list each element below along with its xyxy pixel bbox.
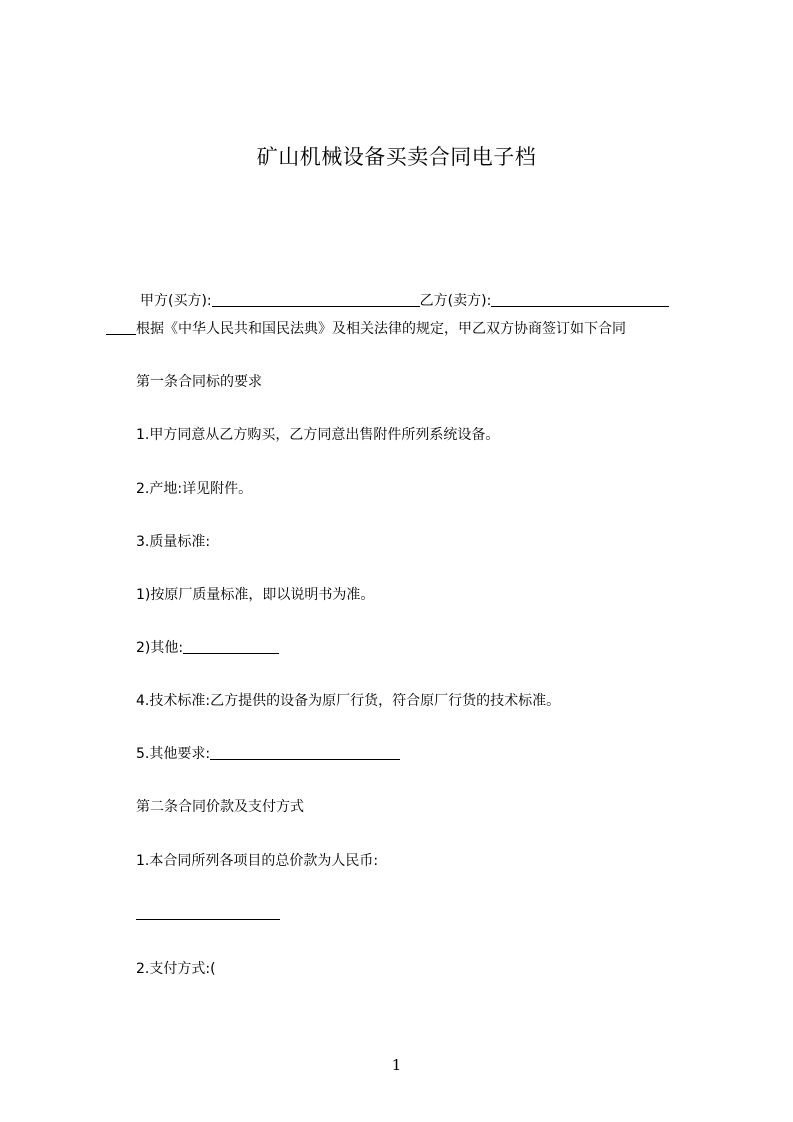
a2-item1: 1.本合同所列各项目的总价款为人民币:	[136, 853, 379, 869]
preamble-line	[106, 320, 626, 338]
page-number: 1	[391, 1056, 402, 1074]
party-b-blank	[491, 292, 669, 307]
a1-item3-2-label: 2)其他:	[136, 640, 184, 656]
document-title: 矿山机械设备买卖合同电子档	[256, 145, 537, 169]
preamble-text: 根据《中华人民共和国民法典》及相关法律的规定，甲乙双方协商签订如下合同	[136, 321, 626, 337]
other-blank	[183, 639, 279, 654]
a1-item4: 4.技术标准:乙方提供的设备为原厂行货，符合原厂行货的技术标准。	[136, 693, 561, 709]
party-a-blank	[212, 292, 420, 307]
a1-item3: 3.质量标准:	[136, 534, 211, 550]
article2-heading: 第二条合同价款及支付方式	[136, 799, 304, 815]
a1-item1: 1.甲方同意从乙方购买，乙方同意出售附件所列系统设备。	[136, 427, 500, 443]
article1-heading: 第一条合同标的要求	[136, 374, 262, 390]
total-price-line	[136, 905, 280, 923]
a1-item3-1: 1)按原厂质量标准，即以说明书为准。	[136, 587, 375, 603]
party-b-label: 乙方(卖方):	[419, 293, 492, 309]
preamble-blank	[106, 320, 136, 335]
total-price-blank	[136, 905, 280, 920]
a1-item2: 2.产地:详见附件。	[136, 481, 253, 497]
party-a-label: 甲方(买方):	[140, 293, 212, 309]
a1-item3-2-line	[136, 639, 279, 657]
a1-item5-line	[136, 745, 400, 763]
a1-item5-label: 5.其他要求:	[136, 746, 211, 762]
other-requirements-blank	[210, 745, 400, 760]
a2-item2: 2.支付方式:(	[136, 961, 216, 977]
party-line	[140, 292, 669, 310]
